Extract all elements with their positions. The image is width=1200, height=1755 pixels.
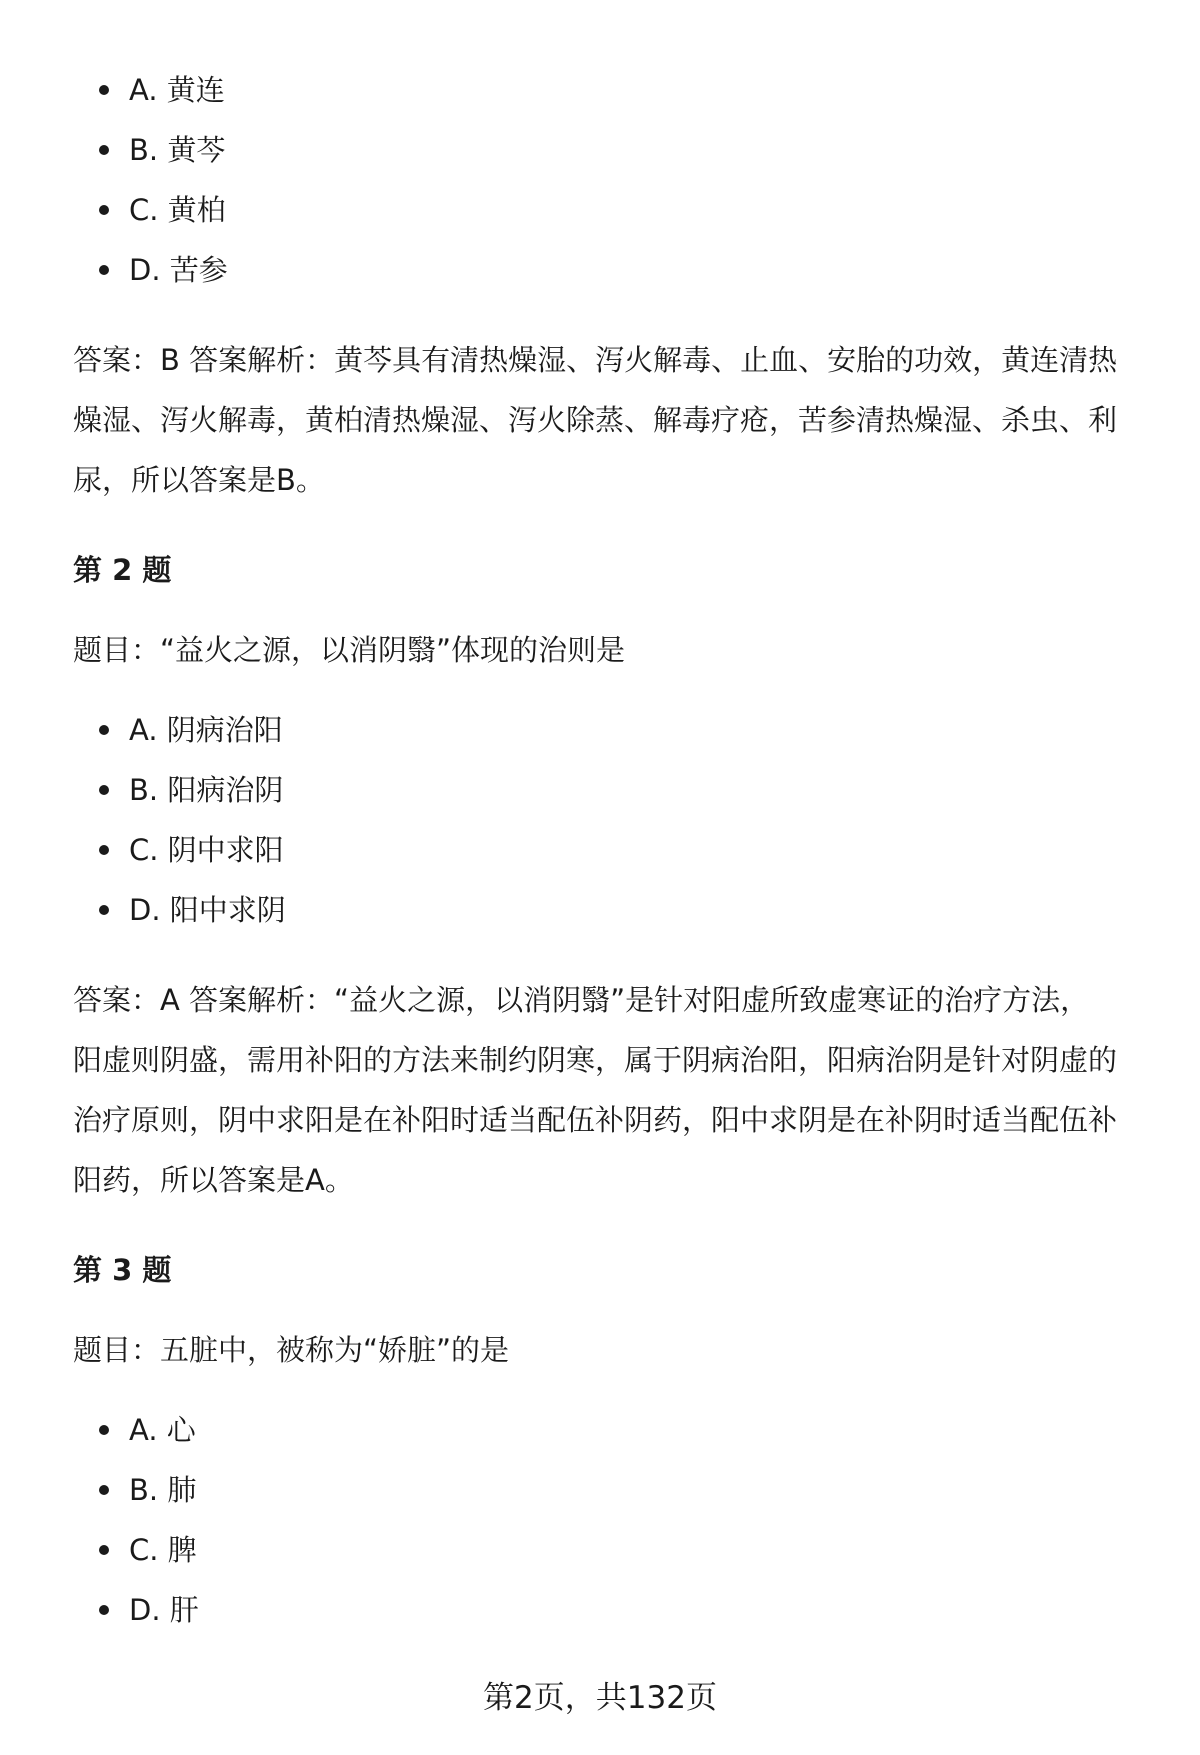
q2-options (73, 700, 1143, 940)
q2-option-b: B. 阳病治阴 (73, 760, 1143, 820)
q1-answer-line: 答案：B 答案解析：黄芩具有清热燥湿、泻火解毒、止血、安胎的功效，黄连清热 (73, 343, 1118, 377)
q3-option-b: B. 肺 (73, 1460, 1143, 1520)
document-page (73, 60, 1143, 1640)
q1-answer-line: 燥湿、泻火解毒，黄柏清热燥湿、泻火除蒸、解毒疗疮，苦参清热燥湿、杀虫、利 (73, 403, 1118, 437)
q3-option-c: C. 脾 (73, 1520, 1143, 1580)
q2-answer (73, 970, 1143, 1210)
q2-option-a: A. 阴病治阳 (73, 700, 1143, 760)
q2-answer-line: 治疗原则，阴中求阳是在补阳时适当配伍补阴药，阳中求阴是在补阴时适当配伍补 (73, 1103, 1118, 1137)
q3-options (73, 1400, 1143, 1640)
q3-stem: 题目：五脏中，被称为“娇脏”的是 (73, 1333, 510, 1367)
q3-option-d: D. 肝 (73, 1580, 1143, 1640)
q2-option-d: D. 阳中求阴 (73, 880, 1143, 940)
page-footer: 第2页，共132页 (483, 1680, 717, 1716)
q1-answer (73, 330, 1143, 510)
q2-answer-line: 阳虚则阴盛，需用补阳的方法来制约阴寒，属于阴病治阳，阳病治阴是针对阴虚的 (73, 1043, 1118, 1077)
q2-title: 第 2 题 (73, 553, 172, 587)
q1-option-c: C. 黄柏 (73, 180, 1143, 240)
q1-option-b: B. 黄芩 (73, 120, 1143, 180)
q1-option-a: A. 黄连 (73, 60, 1143, 120)
q2-answer-line: 答案：A 答案解析：“益火之源，以消阴翳”是针对阳虚所致虚寒证的治疗方法， (73, 983, 1090, 1017)
q2-option-c: C. 阴中求阳 (73, 820, 1143, 880)
q3-title: 第 3 题 (73, 1253, 172, 1287)
q1-answer-line: 尿，所以答案是B。 (73, 463, 325, 497)
q1-options (73, 60, 1143, 300)
q3-option-a: A. 心 (73, 1400, 1143, 1460)
q1-option-d: D. 苦参 (73, 240, 1143, 300)
q2-stem: 题目：“益火之源，以消阴翳”体现的治则是 (73, 633, 626, 667)
q2-answer-line: 阳药，所以答案是A。 (73, 1163, 354, 1197)
